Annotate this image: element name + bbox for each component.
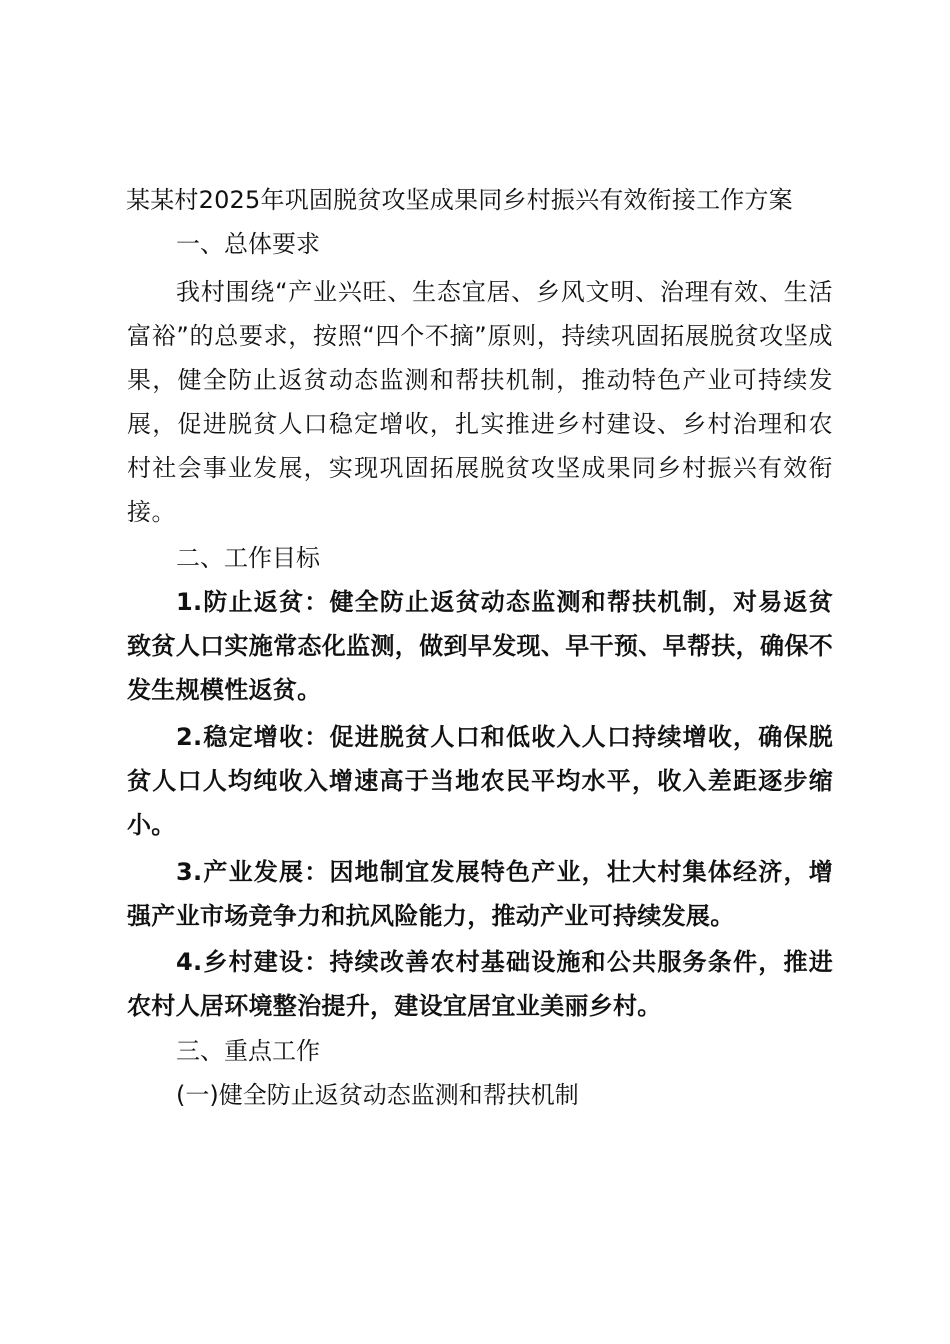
general-requirements-paragraph: 我村围绕“产业兴旺、生态宜居、乡风文明、治理有效、生活富裕”的总要求，按照“四个不摘”原则，持续巩固拓展脱贫攻坚成果，健全防止返贫动态监测和帮扶机制，推动特色产业可持续发展，促进脱贫人口稳定增收，扎实推进乡村建设、乡村治理和农村社会事业发展，实现巩固拓展脱贫攻坚成果同乡村振兴有效衔接。	[127, 278, 833, 526]
document-title: 某某村2025年巩固脱贫攻坚成果同乡村振兴有效衔接工作方案	[126, 186, 793, 214]
section-heading-key-tasks: 三、重点工作	[176, 1037, 320, 1065]
goal-item-stable-income-growth: 2.稳定增收：促进脱贫人口和低收入人口持续增收，确保脱贫人口人均纯收入增速高于当地农民平均水平，收入差距逐步缩小。	[127, 723, 833, 839]
goal-item-industry-development: 3.产业发展：因地制宜发展特色产业，壮大村集体经济，增强产业市场竞争力和抗风险能力，推动产业可持续发展。	[127, 858, 833, 930]
subsection-heading-monitoring-mechanism: (一)健全防止返贫动态监测和帮扶机制	[176, 1081, 579, 1109]
goal-item-prevent-poverty-return: 1.防止返贫：健全防止返贫动态监测和帮扶机制，对易返贫致贫人口实施常态化监测，做到早发现、早干预、早帮扶，确保不发生规模性返贫。	[127, 588, 833, 704]
goal-item-rural-construction: 4.乡村建设：持续改善农村基础设施和公共服务条件，推进农村人居环境整治提升，建设宜居宜业美丽乡村。	[127, 948, 833, 1020]
section-heading-general-requirements: 一、总体要求	[176, 230, 320, 258]
section-heading-work-goals: 二、工作目标	[176, 544, 320, 572]
